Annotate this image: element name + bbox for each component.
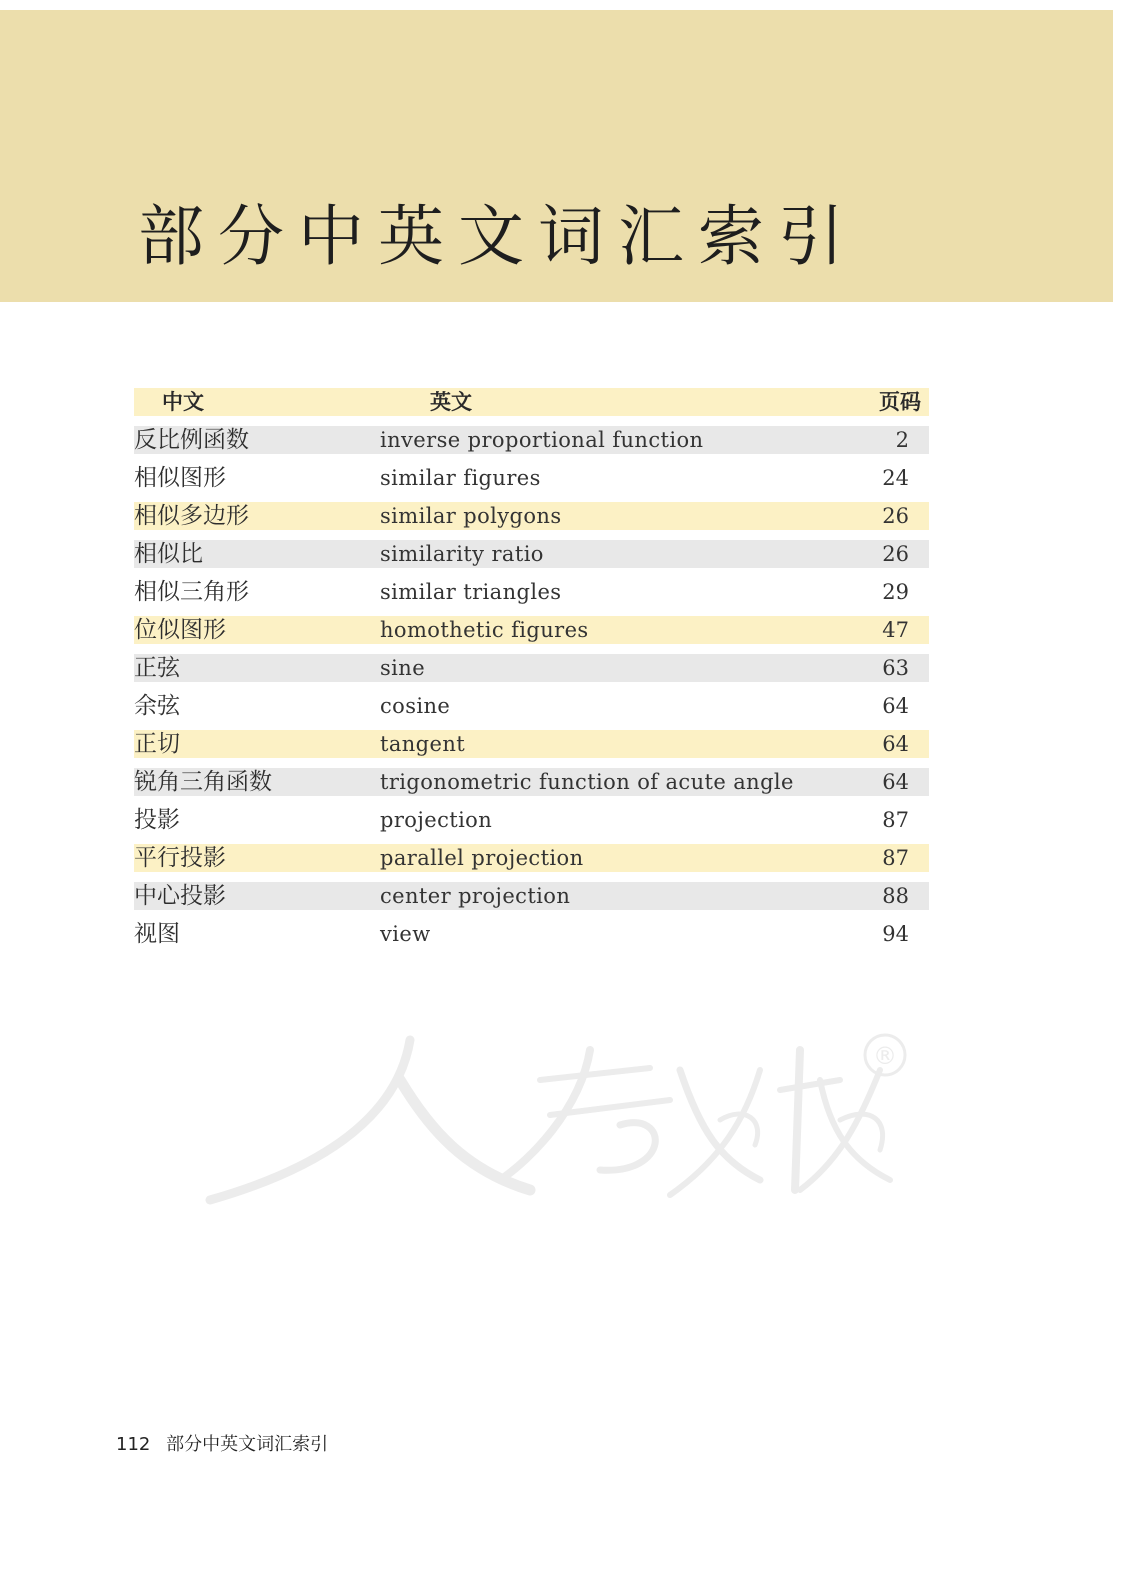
table-row [134, 654, 929, 692]
chinese-term: 相似多边形 [134, 503, 249, 529]
chinese-term: 反比例函数 [134, 427, 249, 453]
page-reference: 26 [882, 504, 909, 528]
page-footer [116, 1430, 328, 1456]
table-row [134, 692, 929, 730]
page-reference: 64 [882, 770, 909, 794]
table-header-band [134, 388, 929, 416]
table-header-row [134, 388, 929, 426]
english-term: tangent [380, 732, 466, 756]
table-row-band [134, 654, 929, 682]
table-row-band [134, 730, 929, 758]
table-row [134, 578, 929, 616]
chinese-term: 投影 [134, 807, 180, 833]
footer-title: 部分中英文词汇索引 [166, 1434, 329, 1455]
page-reference: 94 [882, 922, 909, 946]
table-row-band [134, 692, 929, 720]
page-title: 部分中英文词汇索引 [138, 198, 858, 275]
table-row [134, 806, 929, 844]
page-reference: 47 [882, 618, 909, 642]
english-term: view [380, 922, 431, 946]
page-reference: 87 [882, 846, 909, 870]
chinese-term: 正切 [134, 731, 180, 757]
english-term: cosine [380, 694, 451, 718]
chinese-term: 视图 [134, 921, 180, 947]
english-term: inverse proportional function [380, 428, 704, 452]
table-row [134, 920, 929, 958]
chinese-term: 位似图形 [134, 617, 226, 643]
table-row [134, 540, 929, 578]
page-reference: 26 [882, 542, 909, 566]
page-reference: 64 [882, 732, 909, 756]
english-term: similar polygons [380, 504, 562, 528]
page-reference: 63 [882, 656, 909, 680]
page-reference: 24 [882, 466, 909, 490]
publisher-watermark [200, 1010, 920, 1230]
chinese-term: 相似图形 [134, 465, 226, 491]
page-reference: 29 [882, 580, 909, 604]
table-row [134, 502, 929, 540]
table-row [134, 616, 929, 654]
column-header-page: 页码 [879, 390, 921, 414]
chinese-term: 锐角三角函数 [134, 769, 272, 795]
table-body [134, 426, 929, 958]
page-reference: 2 [895, 428, 909, 452]
table-row-band [134, 806, 929, 834]
chinese-term: 中心投影 [134, 883, 226, 909]
page-reference: 87 [882, 808, 909, 832]
page-reference: 64 [882, 694, 909, 718]
table-row [134, 768, 929, 806]
english-term: similar figures [380, 466, 541, 490]
chinese-term: 平行投影 [134, 845, 226, 871]
chinese-term: 余弦 [134, 693, 180, 719]
english-term: center projection [380, 884, 571, 908]
page-reference: 88 [882, 884, 909, 908]
english-term: trigonometric function of acute angle [380, 770, 794, 794]
table-row-band [134, 920, 929, 948]
index-table [134, 388, 929, 958]
column-header-chinese: 中文 [162, 390, 204, 414]
column-header-english: 英文 [430, 390, 472, 414]
table-row [134, 844, 929, 882]
english-term: similar triangles [380, 580, 562, 604]
table-row [134, 730, 929, 768]
page-number: 112 [116, 1434, 151, 1455]
english-term: projection [380, 808, 493, 832]
english-term: parallel projection [380, 846, 584, 870]
table-row [134, 426, 929, 464]
english-term: sine [380, 656, 426, 680]
english-term: similarity ratio [380, 542, 544, 566]
table-row [134, 464, 929, 502]
watermark-registered-mark: ® [873, 1042, 897, 1070]
english-term: homothetic figures [380, 618, 589, 642]
chinese-term: 正弦 [134, 655, 180, 681]
chinese-term: 相似三角形 [134, 579, 249, 605]
table-row [134, 882, 929, 920]
chinese-term: 相似比 [134, 541, 203, 567]
